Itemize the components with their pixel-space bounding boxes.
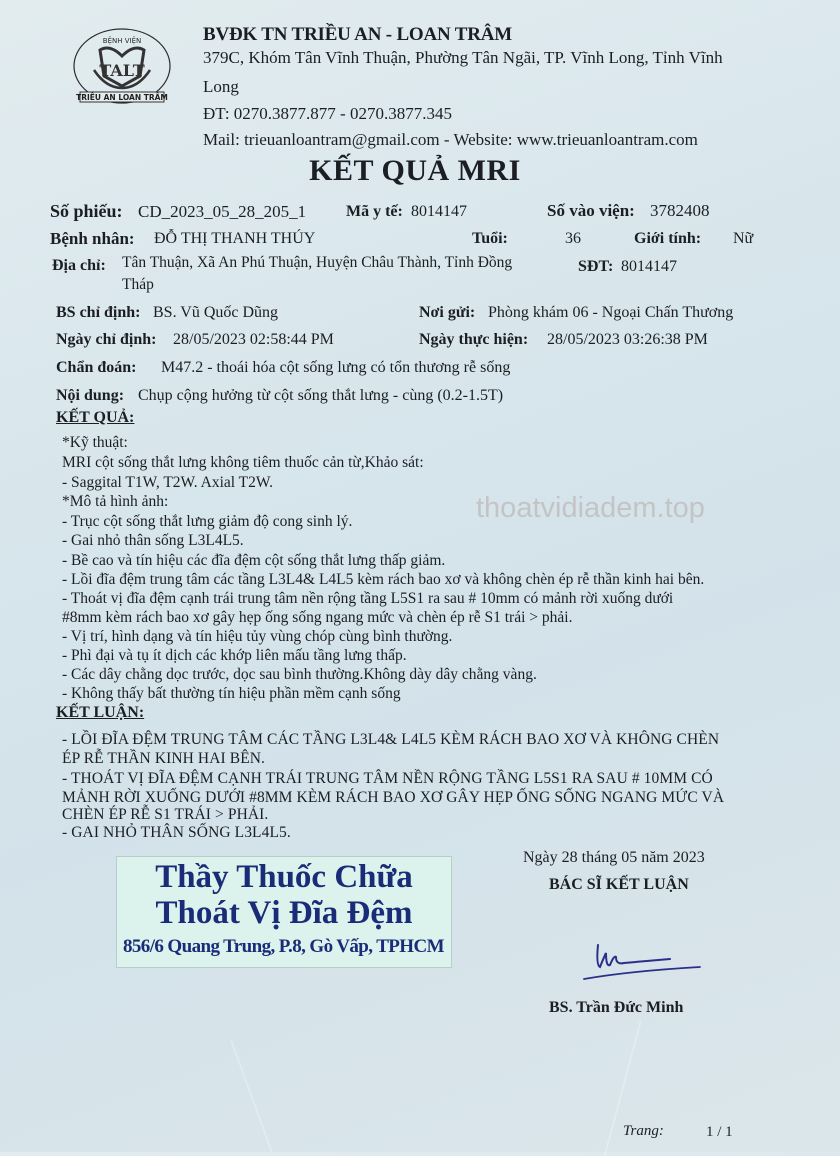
- ngay-thuc-hien-value: 28/05/2023 03:26:38 PM: [547, 331, 708, 348]
- ket-qua-line: - Thoát vị đĩa đệm cạnh trái trung tâm nền rộng tầng L5S1 ra sau # 10mm có mảnh rời xuống dưới: [62, 590, 674, 607]
- ket-qua-heading: KẾT QUẢ:: [56, 409, 135, 426]
- bs-chi-dinh-label: BS chỉ định:: [56, 304, 141, 321]
- ket-qua-line: - Lồi đĩa đệm trung tâm các tầng L3L4& L4L5 kèm rách bao xơ và không chèn ép rễ thần kinh hai bên.: [62, 571, 705, 588]
- noi-dung-value: Chụp cộng hưởng từ cột sống thắt lưng - cùng (0.2-1.5T): [138, 387, 504, 404]
- watermark: thoatvidiadem.top: [476, 492, 705, 524]
- dia-chi-label: Địa chỉ:: [52, 257, 106, 274]
- chan-doan-value: M47.2 - thoái hóa cột sống lưng có tổn thương rễ sống: [161, 359, 511, 376]
- hospital-address: 379C, Khóm Tân Vĩnh Thuận, Phường Tân Ngãi, TP. Vĩnh Long, Tỉnh Vĩnh: [203, 48, 723, 67]
- ad-address: 856/6 Quang Trung, P.8, Gò Vấp, TPHCM: [123, 936, 444, 957]
- so-phieu-label: Số phiếu:: [50, 201, 123, 221]
- hospital-contact: Mail: trieuanloantram@gmail.com - Website: www.trieuanloantram.com: [203, 130, 698, 149]
- ket-qua-line: MRI cột sống thắt lưng không tiêm thuốc cản từ,Khảo sát:: [62, 454, 424, 471]
- so-vao-vien-label: Số vào viện:: [547, 201, 635, 220]
- hospital-name: BVĐK TN TRIỀU AN - LOAN TRÂM: [203, 24, 513, 45]
- ket-qua-line: - Vị trí, hình dạng và tín hiệu tủy vùng chóp cùng bình thường.: [62, 628, 453, 645]
- chan-doan-label: Chẩn đoán:: [56, 359, 137, 376]
- ket-qua-line: - Không thấy bất thường tín hiệu phần mềm cạnh sống: [62, 685, 401, 702]
- ad-line-1: Thầy Thuốc Chữa: [155, 859, 413, 895]
- sdt-value: 8014147: [621, 258, 677, 275]
- logo-monogram: TALT: [99, 61, 145, 80]
- sdt-label: SĐT:: [578, 258, 614, 275]
- tuoi-value: 36: [565, 230, 581, 247]
- logo-top-text: BỆNH VIỆN: [102, 37, 142, 45]
- page-label: Trang:: [623, 1123, 664, 1139]
- ngay-thuc-hien-label: Ngày thực hiện:: [419, 331, 529, 348]
- tuoi-label: Tuổi:: [472, 230, 508, 247]
- signature-icon: [580, 935, 710, 985]
- hospital-address-cont: Long: [203, 77, 239, 96]
- ket-qua-line: *Kỹ thuật:: [62, 434, 128, 451]
- benh-nhan-label: Bệnh nhân:: [50, 229, 135, 248]
- so-phieu-value: CD_2023_05_28_205_1: [138, 202, 307, 221]
- ngay-chi-dinh-value: 28/05/2023 02:58:44 PM: [173, 331, 334, 348]
- gioi-tinh-value: Nữ: [733, 230, 754, 247]
- signature-title: BÁC SĨ KẾT LUẬN: [549, 876, 689, 893]
- so-vao-vien-value: 3782408: [650, 201, 710, 220]
- clinic-ad-label: [116, 856, 452, 968]
- ket-luan-line: MẢNH RỜI XUỐNG DƯỚI #8MM KÈM RÁCH BAO XƠ GÂY HẸP ỐNG SỐNG NGANG MỨC VÀ: [62, 789, 725, 806]
- signature-date: Ngày 28 tháng 05 năm 2023: [523, 849, 705, 866]
- ket-luan-line: - GAI NHỎ THÂN SỐNG L3L4L5.: [62, 824, 291, 841]
- page-number: 1 / 1: [706, 1124, 733, 1140]
- hospital-phone: ĐT: 0270.3877.877 - 0270.3877.345: [203, 104, 452, 123]
- noi-gui-label: Nơi gửi:: [419, 304, 476, 321]
- ket-luan-line: CHÈN ÉP RỄ S1 TRÁI > PHẢI.: [62, 806, 269, 823]
- ket-qua-line: - Các dây chằng dọc trước, dọc sau bình thường.Không dày dây chằng vàng.: [62, 666, 537, 683]
- signature-name: BS. Trần Đức Minh: [549, 999, 684, 1016]
- hospital-logo: [70, 26, 174, 108]
- ket-luan-line: - LỒI ĐĨA ĐỆM TRUNG TÂM CÁC TẦNG L3L4& L4L5 KÈM RÁCH BAO XƠ VÀ KHÔNG CHÈN: [62, 731, 720, 748]
- ket-luan-line: - THOÁT VỊ ĐĨA ĐỆM CẠNH TRÁI TRUNG TÂM NỀN RỘNG TẦNG L5S1 RA SAU # 10MM CÓ: [62, 770, 713, 787]
- ngay-chi-dinh-label: Ngày chỉ định:: [56, 331, 157, 348]
- noi-dung-label: Nội dung:: [56, 387, 125, 404]
- gioi-tinh-label: Giới tính:: [634, 230, 702, 247]
- ket-qua-line: - Saggital T1W, T2W. Axial T2W.: [62, 474, 273, 491]
- ket-qua-line: - Gai nhỏ thân sống L3L4L5.: [62, 532, 244, 549]
- ket-qua-line: #8mm kèm rách bao xơ gây hẹp ống sống ngang mức và chèn ép rễ S1 trái > phải.: [62, 609, 573, 626]
- bs-chi-dinh-value: BS. Vũ Quốc Dũng: [153, 304, 279, 321]
- dia-chi-value: Tân Thuận, Xã An Phú Thuận, Huyện Châu Thành, Tỉnh Đồng: [122, 254, 513, 271]
- ket-qua-line: - Bề cao và tín hiệu các đĩa đệm cột sống thắt lưng thấp giảm.: [62, 552, 446, 569]
- ad-line-2: Thoát Vị Đĩa Đệm: [155, 895, 413, 931]
- ket-luan-heading: KẾT LUẬN:: [56, 704, 145, 721]
- ma-y-te-value: 8014147: [411, 203, 467, 220]
- ket-qua-line: - Phì đại và tụ ít dịch các khớp liên mấu tầng lưng thấp.: [62, 647, 407, 664]
- dia-chi-value-cont: Tháp: [122, 276, 154, 293]
- paper-crease: [230, 1039, 273, 1152]
- page-title: KẾT QUẢ MRI: [309, 154, 521, 187]
- ket-luan-line: ÉP RỄ THẦN KINH HAI BÊN.: [62, 750, 266, 767]
- ket-qua-line: - Trục cột sống thắt lưng giảm độ cong sinh lý.: [62, 513, 353, 530]
- noi-gui-value: Phòng khám 06 - Ngoại Chấn Thương: [488, 304, 734, 321]
- ma-y-te-label: Mã y tế:: [346, 203, 403, 220]
- ket-qua-line: *Mô tả hình ảnh:: [62, 493, 169, 510]
- logo-bottom-text: TRIỀU AN LOAN TRÂM: [76, 93, 168, 102]
- benh-nhan-value: ĐỖ THỊ THANH THÚY: [154, 230, 316, 247]
